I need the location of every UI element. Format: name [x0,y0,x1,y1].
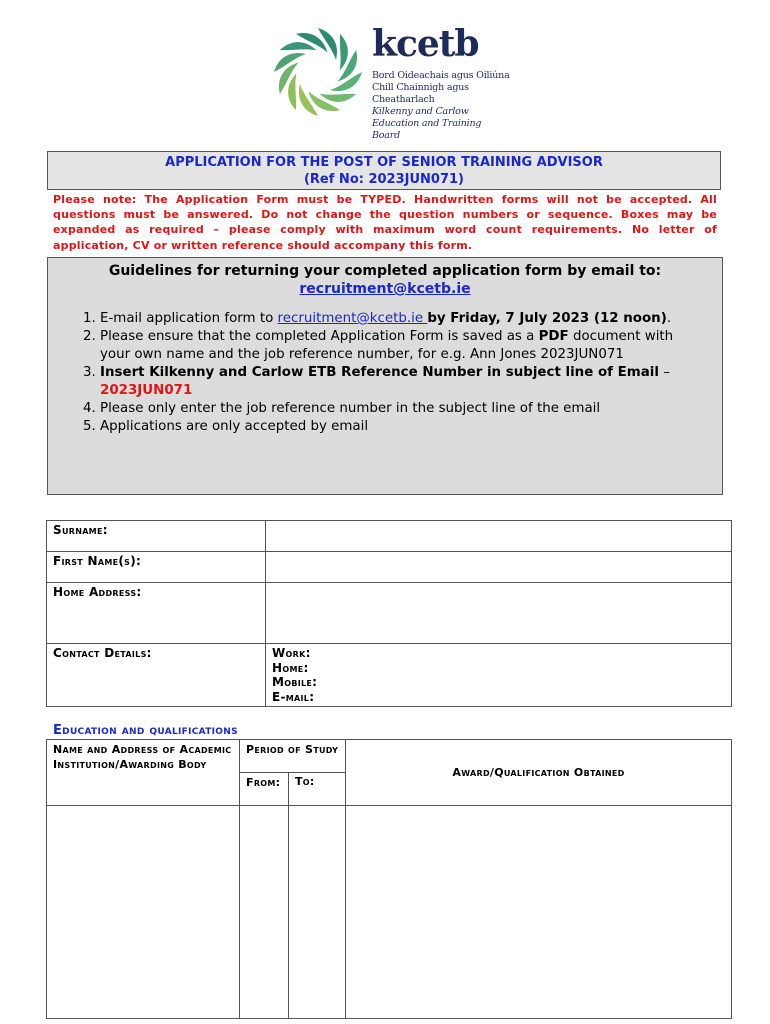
personal-details-table [46,520,732,707]
table-row [47,521,732,552]
logo-name: kcetb [372,23,479,65]
header-text: To: [295,775,315,788]
home-address-label [47,583,266,644]
logo-line-1: Bord Oideachais agus Oiliúna [372,70,510,81]
header-text: Period of Study [246,743,339,756]
pdf-label: PDF [538,329,569,344]
first-names-field[interactable] [266,552,732,583]
guideline-item: 5. Applications are only accepted by email [100,418,702,436]
period-column-header [240,740,346,773]
first-names-label [47,552,266,583]
guidelines-heading-text: Guidelines for returning your completed application form by email to: [108,263,662,279]
form-title [47,151,721,190]
recruitment-email-link[interactable]: recruitment@kcetb.ie [299,281,471,297]
guideline-item [100,310,702,328]
surname-label [47,521,266,552]
guideline-text: E-mail application form to [100,311,278,326]
guideline-item: 4. Please only enter the job reference number in the subject line of the email [100,400,702,418]
label-text: Contact Details: [53,646,152,660]
contact-details-label [47,644,266,707]
home-address-field[interactable] [266,583,732,644]
guidelines-heading [48,262,722,298]
guideline-text: Please ensure that the completed Application Form is saved as a [100,329,539,344]
header-text: Award/Qualification Obtained [452,766,625,779]
email-label: E-mail: [272,689,315,704]
kcetb-logo [272,18,512,141]
kcetb-swirl-logo-icon [272,22,364,122]
guideline-item [100,328,702,364]
table-row [47,806,732,1019]
table-row [47,552,732,583]
surname-field[interactable] [266,521,732,552]
guideline-text: . [666,311,672,326]
to-cell[interactable] [289,806,346,1019]
guideline-text: – [658,365,670,380]
form-title-line-1: APPLICATION FOR THE POST OF SENIOR TRAINING ADVISOR [165,155,603,170]
institution-cell[interactable] [47,806,240,1019]
label-text: Home Address: [53,585,142,599]
contact-details-field[interactable] [266,644,732,707]
guidelines-box [47,257,723,495]
reference-number: 2023JUN071 [100,383,193,398]
guideline-item [100,364,702,400]
logo-text [372,18,512,142]
to-column-header [289,773,346,806]
logo-line-3: Kilkenny and Carlow [372,106,469,117]
logo-line-4: Education and Training Board [372,118,482,141]
label-text: First Name(s): [53,554,142,568]
guideline-text: Insert Kilkenny and Carlow ETB Reference Number in subject line of Email [100,365,659,380]
award-column-header [346,740,732,806]
deadline: by Friday, 7 July 2023 (12 noon) [427,311,667,326]
table-row [47,583,732,644]
from-column-header [240,773,289,806]
header-text: Name and Address of Academic Institution/Awarding Body [53,743,232,771]
award-cell[interactable] [346,806,732,1019]
form-title-ref: (Ref No: 2023JUN071) [303,172,465,187]
please-note: Please note: The Application Form must be TYPED. Handwritten forms will not be accepted. All questions must be answered. Do not change the question numbers or sequence. Boxes may be expanded as required – please comply with maximum word count requirements. No letter of application, CV or written reference should accompany this form. [53,193,717,252]
work-label: Work: [272,646,311,660]
institution-column-header [47,740,240,806]
table-header-row [47,740,732,773]
guidelines-list [48,310,722,436]
education-heading: Education and qualifications [53,723,238,738]
table-row [47,644,732,707]
education-table [46,739,732,1019]
mobile-label: Mobile: [272,675,318,689]
home-label: Home: [272,660,309,675]
label-text: Surname: [53,523,108,537]
header-text: From: [246,776,281,789]
from-cell[interactable] [240,806,289,1019]
logo-line-2: Chill Chainnigh agus Cheatharlach [372,82,469,105]
email-link[interactable]: recruitment@kcetb.ie [277,311,428,326]
guideline-text: document with your own name and the job reference number, for e.g. Ann Jones 2023JUN071 [100,329,674,362]
